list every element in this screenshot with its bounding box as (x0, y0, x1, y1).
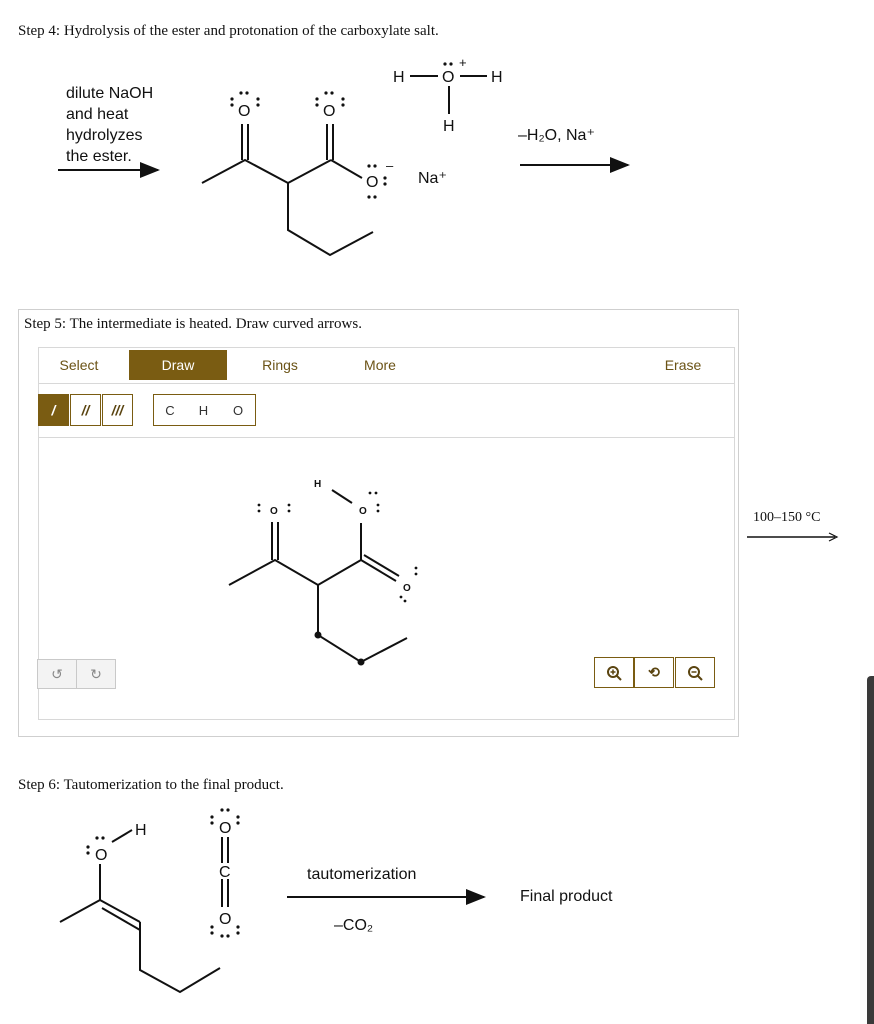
triple-bond-tool[interactable]: /// (102, 394, 133, 426)
tab-draw[interactable]: Draw (129, 350, 227, 380)
sodium-counterion: Na⁺ (418, 170, 447, 187)
oxygen-atom: O (219, 820, 232, 837)
svg-text:–: – (386, 158, 394, 173)
zoom-out-button[interactable] (675, 657, 715, 688)
reagent-line: dilute NaOH (66, 85, 154, 102)
tautomerization-label: tautomerization (307, 866, 417, 883)
hydrogen-atom: H (393, 69, 405, 86)
reset-view-icon: ⟲ (648, 664, 660, 680)
redo-icon: ↻ (90, 665, 102, 682)
undo-button[interactable] (37, 659, 77, 689)
ethyl-chain (140, 922, 220, 992)
zoom-in-icon (606, 665, 622, 681)
undo-icon: ↺ (51, 665, 63, 682)
oxygen-atom: O (270, 506, 278, 517)
step4-byproduct: –H₂O, Na⁺ (518, 127, 595, 144)
carbon-node (315, 632, 322, 639)
reagent-line: and heat (66, 106, 129, 123)
tab-select[interactable]: Select (59, 357, 99, 373)
step5-title: Step 5: The intermediate is heated. Draw curved arrows. (24, 316, 362, 332)
reagent-line: the ester. (66, 148, 132, 165)
tab-more[interactable]: More (364, 357, 396, 373)
zoom-out-icon (687, 665, 703, 681)
co2-byproduct: –CO₂ (334, 917, 374, 934)
lone-pairs (258, 492, 418, 603)
redo-button[interactable] (76, 659, 116, 689)
atom-tool-oxygen[interactable]: O (221, 394, 256, 426)
oxygen-atom: O (403, 583, 411, 594)
hydrogen-atom: H (135, 822, 147, 839)
ethyl-chain (318, 585, 407, 662)
hydrogen-atom: H (443, 118, 455, 135)
step5-arrow (745, 530, 840, 544)
step6-structure (0, 800, 874, 1024)
step5-structure (0, 300, 874, 700)
oxygen-atom: O (442, 69, 455, 86)
carbon-node (358, 659, 365, 666)
atom-tool-carbon[interactable]: C (153, 394, 187, 426)
page-scrollbar[interactable] (867, 676, 874, 1024)
zoom-in-button[interactable] (594, 657, 634, 688)
final-product-label: Final product (520, 888, 613, 905)
hydrogen-atom: H (491, 69, 503, 86)
oxygen-atom: O (366, 174, 379, 191)
atom-tool-hydrogen[interactable]: H (186, 394, 222, 426)
lone-pairs (86, 808, 239, 937)
step4-title: Step 4: Hydrolysis of the ester and protonation of the carboxylate salt. (18, 23, 439, 39)
carbon-chain (202, 160, 331, 183)
lone-pairs (230, 62, 455, 198)
carbon-atom: C (219, 864, 231, 881)
ethyl-chain (288, 183, 373, 255)
oxygen-atom: O (359, 506, 367, 517)
reagent-line: hydrolyzes (66, 127, 143, 144)
oxygen-atom: O (238, 103, 251, 120)
oxygen-atom: O (95, 847, 108, 864)
oxygen-atom: O (219, 911, 232, 928)
step6-title: Step 6: Tautomerization to the final product. (18, 777, 284, 793)
hydrogen-atom: H (314, 479, 322, 490)
reset-view-button[interactable] (634, 657, 674, 688)
double-bond-tool[interactable]: // (70, 394, 101, 426)
tab-rings[interactable]: Rings (262, 357, 298, 373)
svg-text:+: + (459, 55, 467, 70)
heating-condition: 100–150 °C (753, 510, 821, 525)
tab-erase[interactable]: Erase (664, 357, 702, 373)
carbon-chain (229, 560, 361, 585)
single-bond-tool[interactable]: / (38, 394, 69, 426)
step4-structure (0, 0, 874, 300)
oxygen-atom: O (323, 103, 336, 120)
